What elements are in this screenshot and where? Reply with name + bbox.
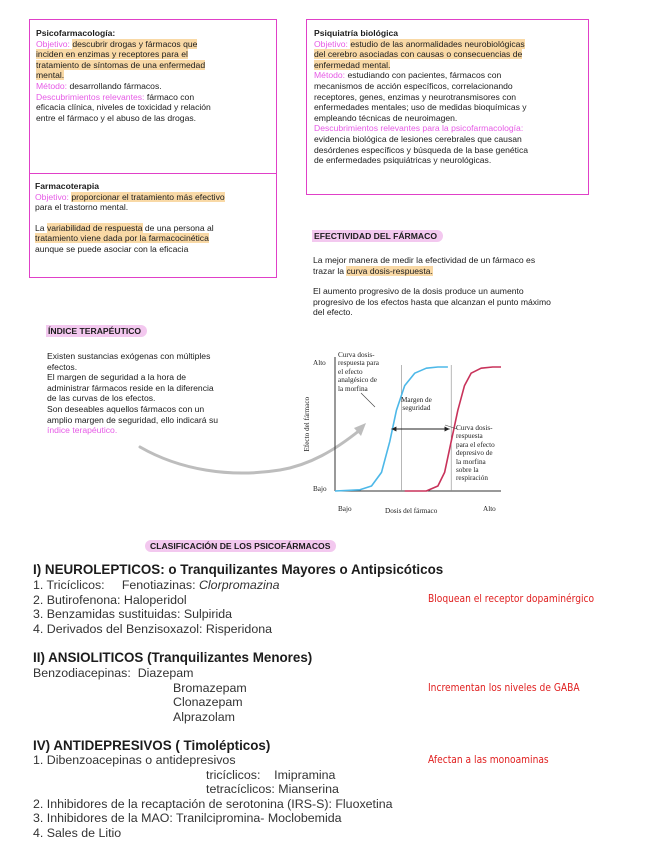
psicofarmacologia-box: Psicofarmacología: Objetivo: descubrir drogas y fármacos que inciden en enzimas y receptores para el tratamiento de síntomas de una enfermedad mental. Método: desarrollando fármacos. Descubrimientos relevantes: fármaco con eficacia clínica, niveles de toxicidad y relación entre el fármaco y el abuso de las drogas. [29,19,277,175]
indice-text: Existen sustancias exógenas con múltiples efectos. El margen de seguridad a la hora de administrar fármacos reside en la diferencia de las curvas de los efectos. Son deseables aquellos fármacos con un amplio margen de seguridad, ello indicará su índice terapéutico. [47,351,219,436]
ansioliticos-note: Incrementan los niveles de GABA [428,682,580,694]
x-axis-label: Dosis del fármaco [385,507,438,515]
indice-title: ÍNDICE TERAPÉUTICO [46,325,147,337]
farmacoterapia-title: Farmacoterapia [35,181,100,191]
neurolepticos-note: Bloquean el receptor dopaminérgico [428,593,595,605]
annotation-respiratory: Curva dosis- respuesta para el efecto depresivo de la morfina sobre la respiración [456,424,495,483]
neurolepticos-heading: I) NEUROLEPTICOS: o Tranquilizantes Mayores o Antipsicóticos [33,562,444,577]
psicofarmacologia-title: Psicofarmacología: [36,28,116,38]
leader-analgesic [361,393,375,407]
antidepresivos-list: 1. Dibenzoacepinas o antidepresivos tricíclicos: Imipramina tetracíclicos: Mianserina 2. Inhibidores de la recaptación de serotonina (IRS-S): Fluoxetina 3. Inhibidores de la MAO: Tranilcipromina- Moclobemida 4. Sales de Litio [33,753,393,840]
y-axis-label: Efecto del fármaco [303,396,312,452]
margin-arrowhead-right [445,427,450,432]
psiquiatria-title: Psiquiatría biológica [314,28,399,38]
efectividad-title: EFECTIVIDAD DEL FÁRMACO [312,230,443,242]
x-tick-high: Alto [483,505,496,513]
annotation-margin: Margen de seguridad [401,396,432,413]
antidepresivos-heading: IV) ANTIDEPRESIVOS ( Timolépticos) [33,738,271,753]
x-tick-low: Bajo [338,505,352,513]
ansioliticos-list: Benzodiacepinas: Diazepam Bromazepam Clonazepam Alprazolam [33,666,247,724]
annotation-analgesic: Curva dosis- respuesta para el efecto analgésico de la morfina [338,351,379,393]
neurolepticos-list: 1. Tricíclicos: Fenotiazinas: Clorpromazina 2. Butirofenona: Haloperidol 3. Benzamidas sustituidas: Sulpirida 4. Derivados del Benzisoxazol: Risperidona [33,578,280,636]
antidepresivos-note: Afectan a las monoaminas [428,754,549,766]
clasificacion-title: CLASIFICACIÓN DE LOS PSICOFÁRMACOS [145,540,336,552]
y-tick-low: Bajo [313,485,327,493]
y-tick-high: Alto [313,359,326,367]
dose-response-chart [305,345,505,515]
ansioliticos-heading: II) ANSIOLITICOS (Tranquilizantes Menores) [33,650,313,665]
efectividad-text: La mejor manera de medir la efectividad de un fármaco es trazar la curva dosis-respuesta. El aumento progresivo de la dosis produce un aumento progresivo de los efectos hasta que alcanzan el punto máximo del efecto. [313,255,551,318]
farmacoterapia-box: Farmacoterapia Objetivo: proporcionar el tratamiento más efectivo para el trastorno mental. La variabilidad de respuesta de una persona al tratamiento viene dada por la farmacocinética aunque se puede asociar con la eficacia [29,173,277,278]
psiquiatria-box: Psiquiatría biológica Objetivo: estudio de las anormalidades neurobiológicas del cerebro asociadas con causas o consecuencias de enfermedad mental. Método: estudiando con pacientes, fármacos con mecanismos de acción específicos, correlacionando receptores, genes, enzimas y neurotransmisores con enfermedades mentales; uso de medidas bioquímicas y empleando técnicas de neuroimagen. Descubrimientos relevantes para la psicofarmacología: evidencia biológica de lesiones cerebrales que causan desórdenes específicos y búsqueda de la base genética de enfermedades psiquiátricas y neurológicas. [306,19,589,195]
